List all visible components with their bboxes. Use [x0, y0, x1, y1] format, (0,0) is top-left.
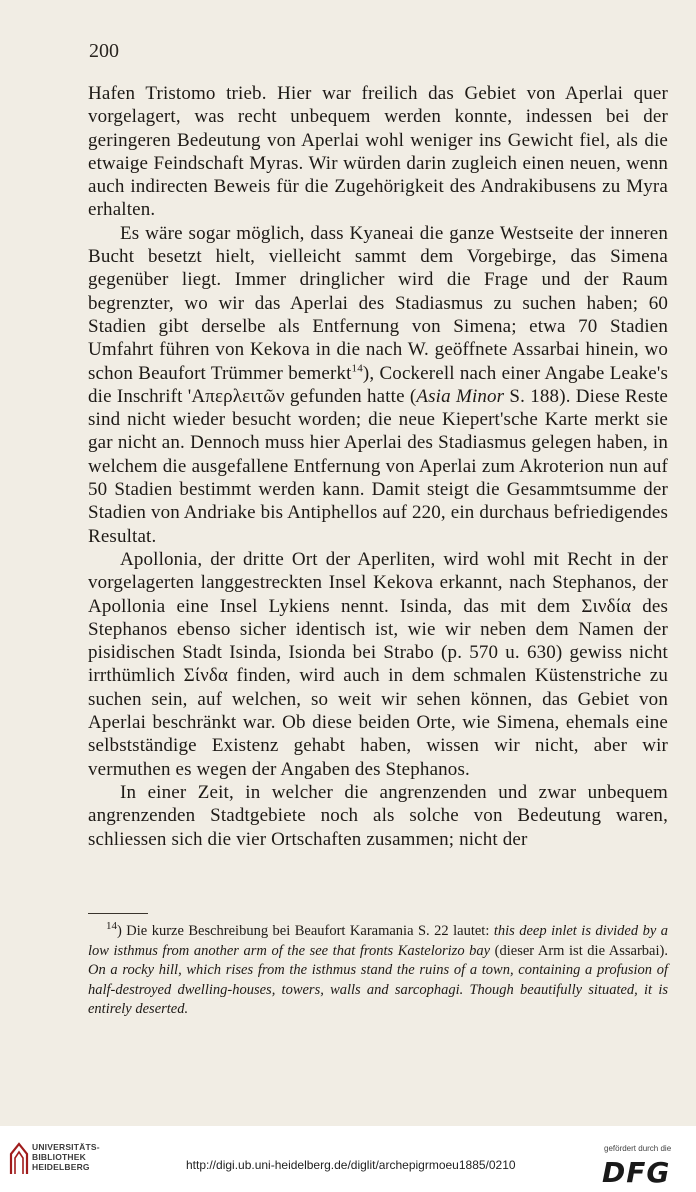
- library-name-line-2: BIBLIOTHEK: [32, 1152, 86, 1162]
- page-number: 200: [89, 40, 119, 62]
- paragraph-1: Hafen Tristomo trieb. Hier war freilich das Gebiet von Aperlai quer vorgelagert, was recht unbequem werden konnte, indessen bei der geringeren Bedeutung von Aperlai wohl weniger ins Gewicht fiel, als die etwaige Feindschaft Myras. Wir würden darin zugleich einen neuen, wenn auch indirecten Beweis für die Zugehörigkeit des Andrakibusens zu Myra erhalten.: [88, 83, 668, 221]
- paragraph-2-part-3: S. 188). Diese Reste sind nicht wieder besucht worden; die neue Kiepert'sche Karte merkt sie gar nicht an. Dennoch muss hier Aperlai des Stadiasmus gelegen haben, in welchem die ausgefallene Entfernung von Aperlai zum Akroterion nun auf 50 Stadien bestimmt werden kann. Damit steigt die Gesammtsumme der Stadien von Andriake bis Antiphellos auf 220, ein durchaus befriedigendes Resultat.: [88, 385, 668, 547]
- footnote-quote-2: On a rocky hill, which rises from the isthmus stand the ruins of a town, containing a profusion of half-destroyed dwelling-houses, towers, walls and sarcophagi. Though beautifully situated, it is entirely deserted.: [88, 962, 668, 1017]
- paragraph-2: [88, 222, 668, 548]
- dfg-logo-block[interactable]: [600, 1144, 690, 1188]
- library-logo[interactable]: [8, 1140, 108, 1184]
- source-url[interactable]: http://digi.ub.uni-heidelberg.de/diglit/archepigrmoeu1885/0210: [186, 1158, 516, 1172]
- book-title: Asia Minor: [416, 385, 505, 407]
- dfg-caption: gefördert durch die: [604, 1144, 672, 1153]
- library-name-line-1: UNIVERSITÄTS-: [32, 1142, 100, 1152]
- paragraph-2-part-2: ), Cockerell nach einer Angabe Leake's die Inschrift 'Απερλειτῶν gefunden hatte (: [88, 362, 669, 407]
- paragraph-4: In einer Zeit, in welcher die angrenzenden und zwar unbequem angrenzenden Stadtgebiete noch als solche von Bedeutung waren, schliessen sich die vier Ortschaften zusammen; nicht der: [88, 781, 668, 850]
- footnote-mid: (dieser Arm ist die Assarbai).: [490, 942, 668, 959]
- paragraph-2-part-1: Es wäre sogar möglich, dass Kyaneai die ganze Westseite der inneren Bucht besetzt hielt, vielleicht sammt dem Vorgebirge, das Simena gegenüber liegt. Immer dringlicher wird die Frage und der Raum begrenzter, wo wir das Aperlai des Stadiasmus zu suchen haben; 60 Stadien gibt derselbe als Entfernung von Simena; etwa 70 Stadien Umfahrt führen von Kekova in die nach W. geöffnete Assarbai hinein, wo schon Beaufort Trümmer bemerkt: [88, 222, 668, 384]
- dfg-logo: DFG: [602, 1156, 671, 1189]
- footnote-lead: ) Die kurze Beschreibung bei Beaufort Karamania S. 22 lautet:: [117, 923, 494, 939]
- footnote: [88, 922, 668, 1020]
- footnote-text: [88, 922, 668, 1020]
- library-name: [32, 1142, 100, 1172]
- footnote-marker: 14: [106, 920, 117, 933]
- library-crest-icon: [8, 1140, 30, 1176]
- footnote-reference[interactable]: 14: [351, 362, 363, 375]
- footnote-quote-1: this deep inlet is divided by a low isthmus from another arm of the see that fronts Kastelorizo bay: [88, 923, 668, 959]
- footnote-divider: [88, 913, 148, 914]
- library-name-line-3: HEIDELBERG: [32, 1162, 90, 1172]
- paragraph-3: Apollonia, der dritte Ort der Aperliten, wird wohl mit Recht in der vorgelagerten langgestreckten Insel Kekova erkannt, nach Stephanos, der Apollonia eine Insel Lykiens nennt. Isinda, das mit dem Σινδία des Stephanos ebenso sicher identisch ist, wie wir neben dem Namen der pisidischen Stadt Isinda, Isionda bei Strabo (p. 570 u. 630) gewiss nicht irrthümlich Σίνδα finden, wird auch in dem schmalen Küstenstriche zu suchen sein, auf welchen, so weit wir sehen können, das Gebiet von Aperlai beschränkt war. Ob diese beiden Orte, wie Simena, ehemals eine selbstständige Existenz gehabt haben, wissen wir nicht, aber wir vermuthen es wegen der Angaben des Stephanos.: [88, 548, 668, 780]
- body-text: [88, 82, 668, 851]
